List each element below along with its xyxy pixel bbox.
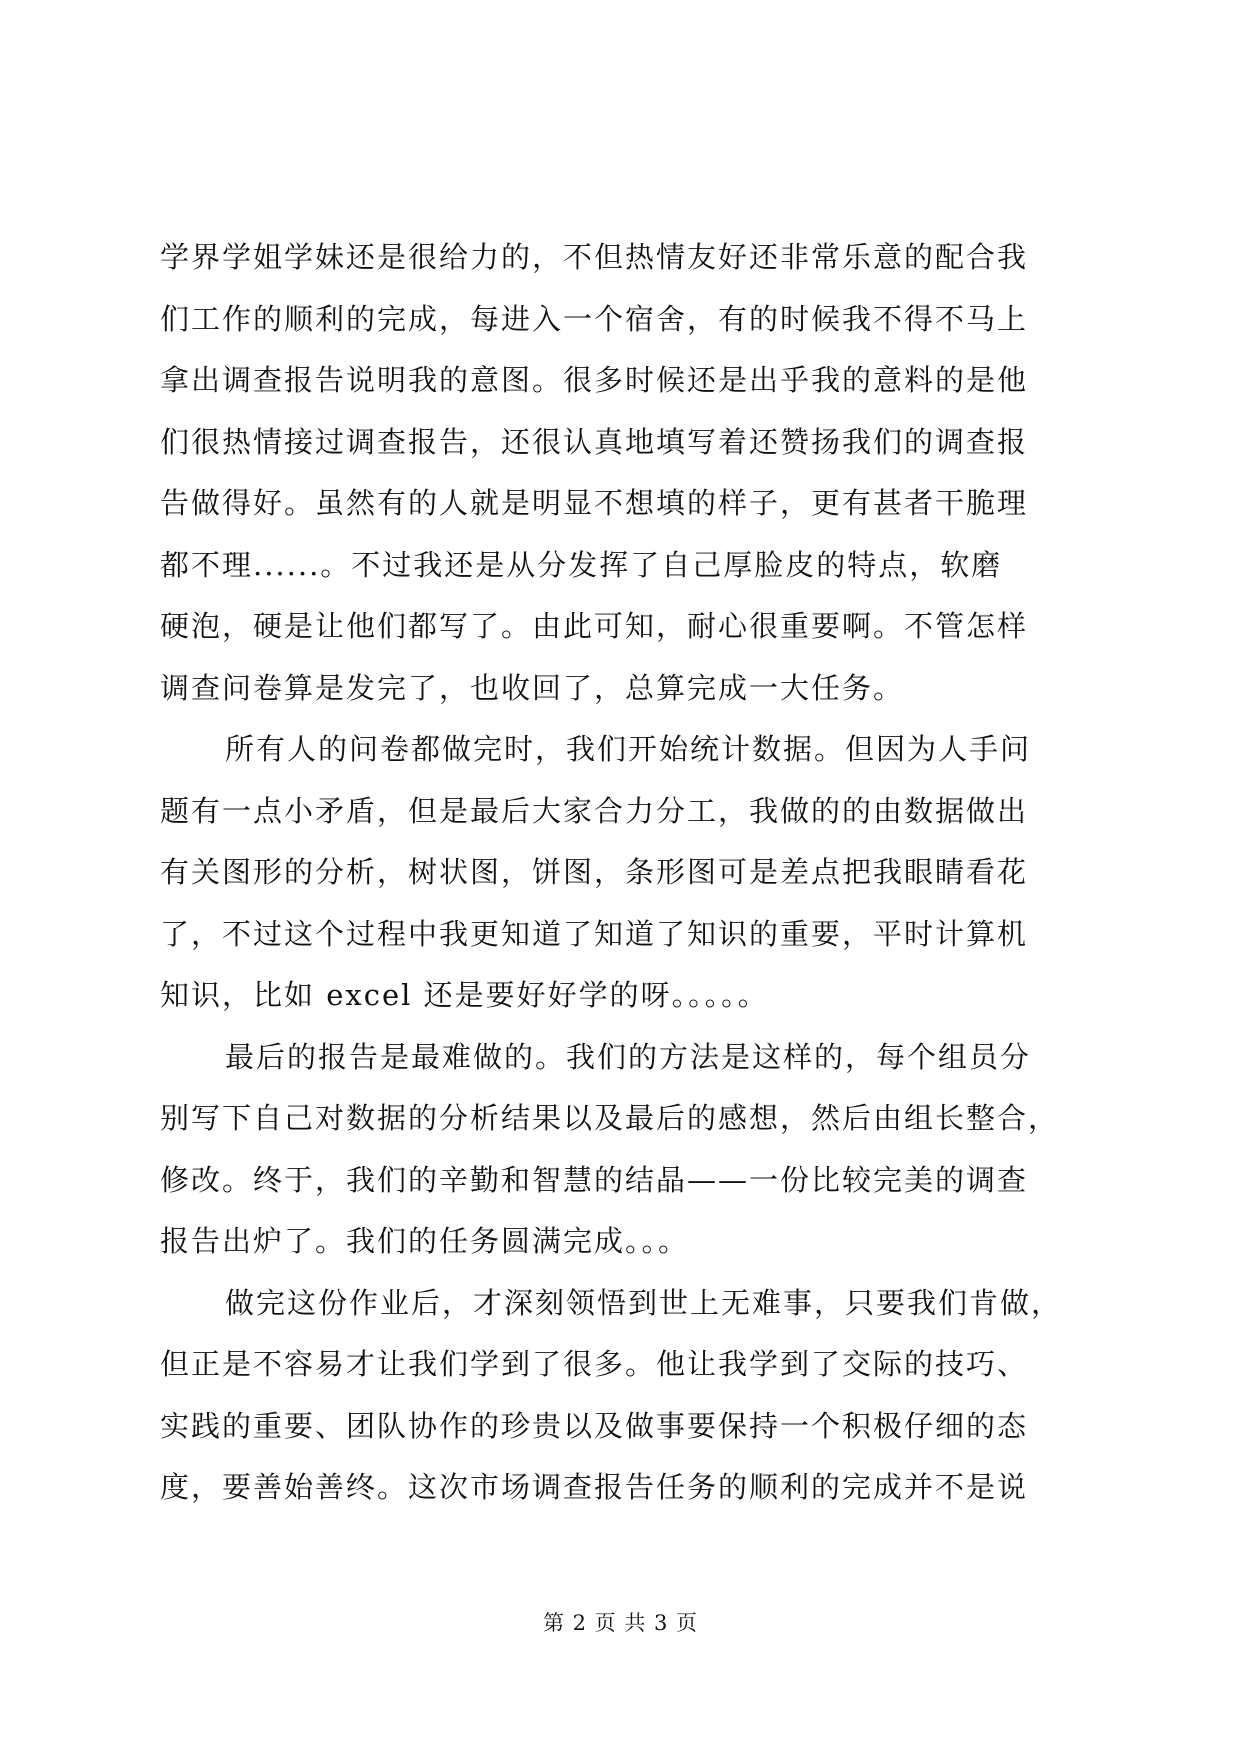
text-line: 修改。终于，我们的辛勤和智慧的结晶——一份比较完美的调查 — [160, 1162, 1029, 1197]
text-line: 实践的重要、团队协作的珍贵以及做事要保持一个积极仔细的态 — [160, 1408, 1029, 1443]
text-line: 拿出调查报告说明我的意图。很多时候还是出乎我的意料的是他 — [160, 363, 1029, 397]
paragraph-start-line: 做完这份作业后，才深刻领悟到世上无难事，只要我们肯做， — [225, 1285, 1063, 1320]
text-line: 度，要善始善终。这次市场调查报告任务的顺利的完成并不是说 — [160, 1470, 1029, 1504]
text-line: 但正是不容易才让我们学到了很多。他让我学到了交际的技巧、 — [160, 1347, 1029, 1381]
text-line: 们很热情接过调查报告，还很认真地填写着还赞扬我们的调查报 — [160, 424, 1029, 459]
text-line: 报告出炉了。我们的任务圆满完成。。。 — [160, 1224, 690, 1258]
text-line: 硬泡，硬是让他们都写了。由此可知，耐心很重要啊。不管怎样 — [160, 609, 1029, 643]
text-line: 学界学姐学妹还是很给力的，不但热情友好还非常乐意的配合我 — [160, 240, 1029, 274]
text-line: 都不理......。不过我还是从分发挥了自己厚脸皮的特点，软磨 — [160, 547, 1003, 582]
paragraph-start-line: 所有人的问卷都做完时，我们开始统计数据。但因为人手问 — [225, 732, 1032, 766]
text-line: 们工作的顺利的完成，每进入一个宿舍，有的时候我不得不马上 — [160, 301, 1029, 336]
text-line: 了，不过这个过程中我更知道了知道了知识的重要，平时计算机 — [160, 916, 1029, 951]
text-line: 知识，比如 excel 还是要好好学的呀。。。。。 — [160, 978, 769, 1012]
text-line: 调查问卷算是发完了，也收回了，总算完成一大任务。 — [160, 670, 905, 705]
text-line: 有关图形的分析，树状图，饼图，条形图可是差点把我眼睛看花 — [160, 855, 1029, 889]
text-line: 告做得好。虽然有的人就是明显不想填的样子，更有甚者干脆理 — [160, 486, 1029, 520]
paragraph-start-line: 最后的报告是最难做的。我们的方法是这样的，每个组员分 — [225, 1039, 1032, 1074]
text-line: 题有一点小矛盾，但是最后大家合力分工，我做的的由数据做出 — [160, 793, 1029, 828]
text-line: 别写下自己对数据的分析结果以及最后的感想，然后由组长整合， — [160, 1101, 1060, 1135]
body-text — [160, 227, 1080, 1519]
page-number-footer: 第 2 页 共 3 页 — [542, 1611, 699, 1635]
